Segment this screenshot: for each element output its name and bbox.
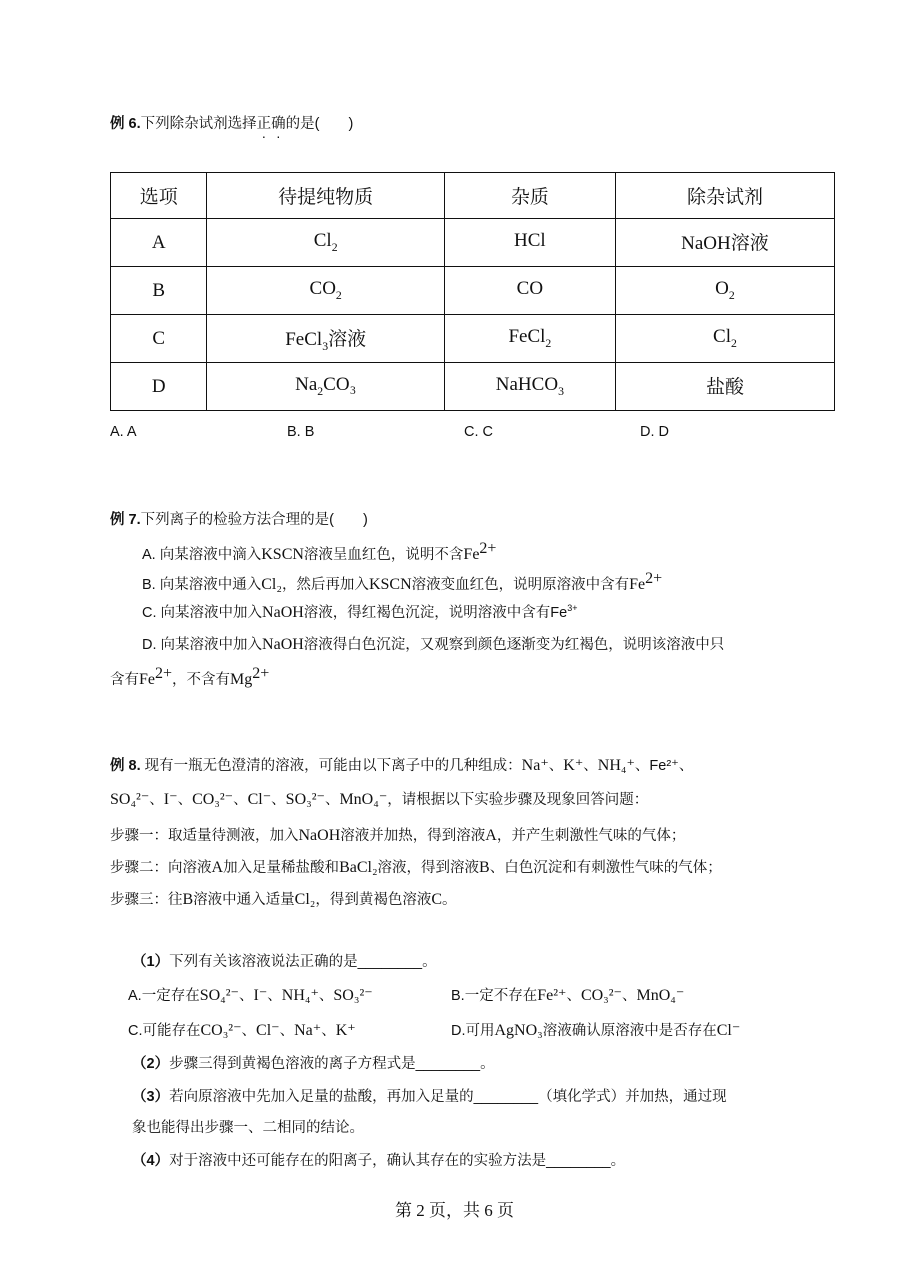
ex6-table: [110, 172, 835, 411]
cell-reagent: NaOH溶液: [615, 219, 834, 267]
ex6-label: 例 6.: [110, 116, 141, 132]
cell-substance: $Cl_2$: [207, 219, 444, 267]
ex8-label: 例 8.: [110, 758, 141, 774]
cell-impurity: FeCl$_2$: [444, 315, 615, 363]
ex7-option-d-line1: D. 向某溶液中加入NaOH溶液得白色沉淀，又观察到颜色逐渐变为红褐色，说明该溶液中只: [142, 636, 725, 653]
table-row: [111, 315, 835, 363]
header-substance: 待提纯物质: [207, 173, 444, 219]
ex6-q-a: 下列除杂试剂选择: [140, 116, 257, 132]
ex7-q: 下列离子的检验方法合理的是( ): [140, 512, 368, 528]
table-row: [111, 219, 835, 267]
cell-substance: $CO_2$: [207, 267, 444, 315]
cell-reagent: $O_2$: [615, 267, 834, 315]
ex8-step3: 步骤三：往B溶液中通入适量Cl₂，得到黄褐色溶液C。: [110, 891, 457, 908]
table-row: [111, 363, 835, 411]
cell-impurity: HCl: [444, 219, 615, 267]
ex8-q1-option-d: D.可用AgNO₃溶液确认原溶液中是否存在Cl⁻: [451, 1022, 741, 1039]
page-footer: 第 2 页，共 6 页: [395, 1201, 514, 1220]
ex8-q1: （1）下列有关该溶液说法正确的是________。: [132, 954, 437, 970]
ex8-q1-option-b: B.一定不存在Fe²⁺、CO₃²⁻、MnO₄⁻: [451, 987, 685, 1004]
ex7-option-a: A. 向某溶液中滴入KSCN溶液呈血红色，说明不含$Fe^{2+}$: [142, 540, 497, 563]
table-header-row: [111, 173, 835, 219]
ex7-option-c: C. 向某溶液中加入NaOH溶液，得红褐色沉淀，说明溶液中含有$Fe^{3+}$: [142, 603, 578, 621]
ex7-question: [110, 508, 368, 529]
ex8-line1: 例 8. 现有一瓶无色澄清的溶液，可能由以下离子中的几种组成：Na⁺、K⁺、NH₄⁺、Fe²⁺、: [110, 757, 694, 774]
cell-option: B: [111, 267, 207, 315]
ex6-choice-d: D. D: [640, 424, 669, 440]
ex8-q1-option-c: C.可能存在CO₃²⁻、Cl⁻、Na⁺、K⁺: [128, 1022, 356, 1039]
ex8-line2: SO₄²⁻、I⁻、CO₃²⁻、Cl⁻、SO₃²⁻、MnO₄⁻，请根据以下实验步骤及现象回答问题：: [110, 791, 649, 808]
ex8-q2: （2）步骤三得到黄褐色溶液的离子方程式是________。: [132, 1056, 495, 1072]
ex7-option-d-line2: 含有$Fe^{2+}$，不含有$Mg^{2+}$: [110, 665, 270, 688]
cell-option: C: [111, 315, 207, 363]
cell-substance: FeCl$_3$溶液: [207, 315, 444, 363]
header-reagent: 除杂试剂: [615, 173, 834, 219]
ex8-step2: 步骤二：向溶液A加入足量稀盐酸和BaCl₂溶液，得到溶液B、白色沉淀和有刺激性气味的气体；: [110, 859, 722, 876]
ex7-label: 例 7.: [110, 512, 141, 528]
ex6-choice-a: A. A: [110, 424, 137, 440]
ex8-q4: （4）对于溶液中还可能存在的阳离子，确认其存在的实验方法是________。: [132, 1153, 626, 1169]
ex8-q3-line2: 象也能得出步骤一、二相同的结论。: [132, 1120, 364, 1136]
header-option: 选项: [111, 173, 207, 219]
ex6-q-dot1: 正: [256, 116, 272, 132]
ex8-q3-line1: （3）若向原溶液中先加入足量的盐酸，再加入足量的________（填化学式）并加热，通过现: [132, 1089, 727, 1105]
ex8-step1: 步骤一：取适量待测液，加入NaOH溶液并加热，得到溶液A，并产生刺激性气味的气体；: [110, 827, 686, 844]
cell-reagent: 盐酸: [615, 363, 834, 411]
ex6-q-dot2: 确: [271, 116, 286, 132]
cell-option: D: [111, 363, 207, 411]
ex7-option-b: B. 向某溶液中通入Cl₂，然后再加入KSCN溶液变血红色，说明原溶液中含有$Fe^{2+}$: [142, 570, 663, 593]
cell-reagent: $Cl_2$: [615, 315, 834, 363]
ex6-question: [110, 112, 353, 133]
ex8-q1-option-a: A.一定存在SO₄²⁻、I⁻、NH₄⁺、SO₃²⁻: [128, 987, 373, 1004]
ex6-q-b: 的是( ): [285, 116, 354, 132]
ex6-choice-b: B. B: [287, 424, 315, 440]
cell-substance: $Na_2CO_3$: [207, 363, 444, 411]
header-impurity: 杂质: [444, 173, 615, 219]
ex6-choice-c: C. C: [464, 424, 493, 440]
cell-impurity: NaHCO$_3$: [444, 363, 615, 411]
cell-option: A: [111, 219, 207, 267]
cell-impurity: CO: [444, 267, 615, 315]
table-row: [111, 267, 835, 315]
